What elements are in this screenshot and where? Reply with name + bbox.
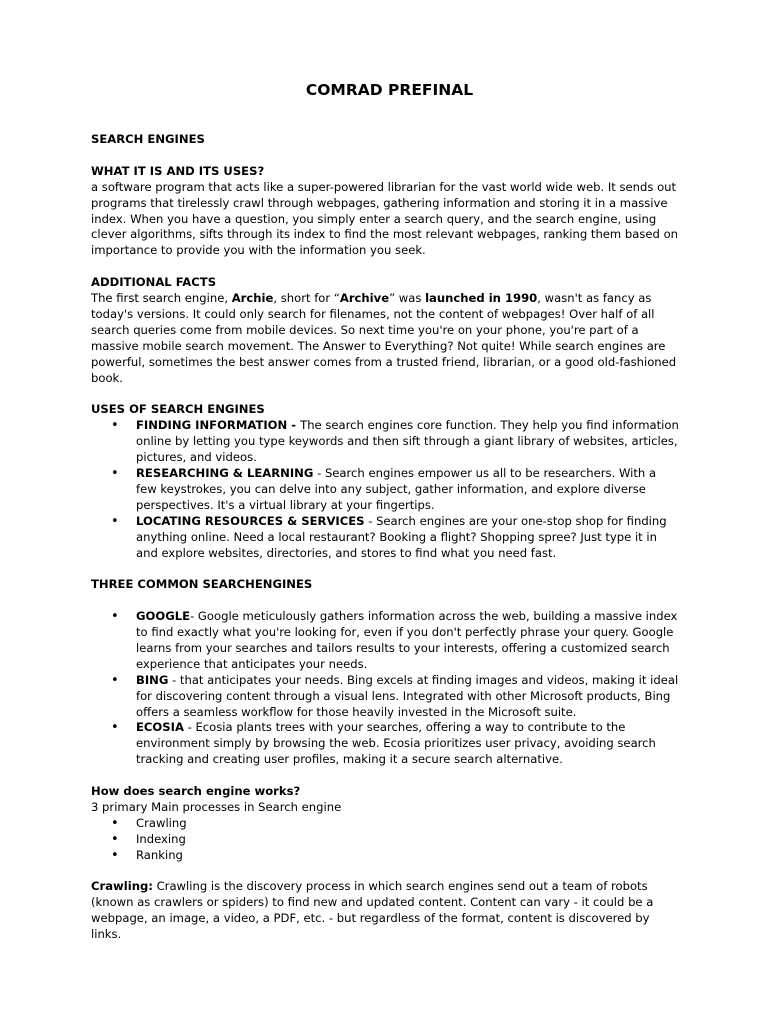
paragraph-additional-facts [91, 291, 680, 386]
uses-list [91, 418, 680, 561]
crawling-text: Crawling is the discovery process in which search engines send out a team of robots (known as crawlers or spiders) to find new and updated content. Content can vary - it could be a webpage, an image, a video, a PDF, etc. - but regardless of the format, content is discovered by links. [91, 879, 654, 942]
list-item-text: - Search engines empower us all to be researchers. With a few keystrokes, you can delve into any subject, gather information, and explore diverse perspectives. It's a virtual library at your fingertips. [136, 465, 657, 512]
list-item [91, 514, 680, 562]
facts-launched: launched in 1990 [425, 291, 538, 306]
list-item [91, 466, 680, 514]
facts-text-3: ” was [389, 291, 426, 306]
list-item-text: - that anticipates your needs. Bing excels at finding images and videos, making it ideal for discovering content through a visual lens. Integrated with other Microsoft products, Bing offers a seamless workflow for those heavily invested in the Microsoft suite. [136, 672, 679, 719]
process-list [91, 816, 680, 864]
heading-additional-facts: ADDITIONAL FACTS [91, 275, 217, 290]
list-item [91, 609, 680, 673]
facts-archie: Archie [231, 291, 274, 306]
crawling-term: Crawling: [91, 879, 153, 894]
facts-text-4: , wasn't as fancy as today's versions. It could only search for filenames, not the content of webpages! Over half of all search queries come from mobile devices. So next time you're on your phone, you're part of a massive mobile search movement. The Answer to Everything? Not quite! While search engines are powerful, sometimes the best answer comes from a trusted friend, librarian, or a good old-fashioned book. [91, 291, 677, 385]
list-item-text: The search engines core function. They help you find information online by letting you type keywords and then sift through a giant library of websites, articles, pictures, and videos. [136, 418, 679, 465]
list-item-text: - Google meticulously gathers information across the web, building a massive index to find exactly what you're looking for, even if you don't perfectly phrase your query. Google learns from your searches and tailors results to your interests, offering a customized search experience that anticipates your needs. [136, 609, 678, 671]
facts-text-1: The first search engine, [91, 291, 232, 306]
list-item-term: BING [136, 672, 169, 687]
document-title: COMRAD PREFINAL [305, 81, 474, 99]
list-item-term: ECOSIA [136, 720, 184, 735]
list-item-term: LOCATING RESOURCES & SERVICES [136, 513, 365, 528]
engines-list [91, 609, 680, 768]
paragraph-what-it-is: a software program that acts like a super-powered librarian for the vast world wide web. It sends out programs that tirelessly crawl through webpages, gathering information and storing it in a massive index. When you have a question, you simply enter a search query, and the search engine, using clever algorithms, sifts through its index to find the most relevant webpages, ranking them based on importance to provide you with the information you seek. [91, 179, 679, 258]
paragraph-how-intro: 3 primary Main processes in Search engine [91, 799, 342, 814]
heading-what-it-is: WHAT IT IS AND ITS USES? [91, 163, 265, 178]
facts-text-2: , short for “ [273, 291, 340, 306]
heading-how-works: How does search engine works? [91, 784, 301, 799]
heading-three-common: THREE COMMON SEARCHENGINES [91, 577, 313, 592]
list-item: • Crawling [91, 816, 680, 832]
heading-uses: USES OF SEARCH ENGINES [91, 402, 265, 417]
section-heading-search-engines: SEARCH ENGINES [91, 132, 205, 146]
list-item-term: GOOGLE [136, 609, 191, 624]
list-item: • Ranking [91, 848, 680, 864]
paragraph-crawling [91, 879, 680, 943]
list-item: • Indexing [91, 832, 680, 848]
list-item [91, 673, 680, 721]
list-item-term: FINDING INFORMATION - [136, 418, 301, 433]
list-item-text: - Ecosia plants trees with your searches, offering a way to contribute to the environment simply by browsing the web. Ecosia prioritizes user privacy, avoiding search tracking and creating user profiles, making it a secure search alternative. [136, 720, 656, 767]
list-item-term: RESEARCHING & LEARNING [136, 465, 314, 480]
list-item [91, 418, 680, 466]
list-item [91, 720, 680, 768]
facts-archive: Archive [339, 291, 390, 306]
list-item-text: - Search engines are your one-stop shop for finding anything online. Need a local restaurant? Booking a flight? Shopping spree? Just type it in and explore websites, directories, and stores to find what you need fast. [136, 513, 667, 560]
